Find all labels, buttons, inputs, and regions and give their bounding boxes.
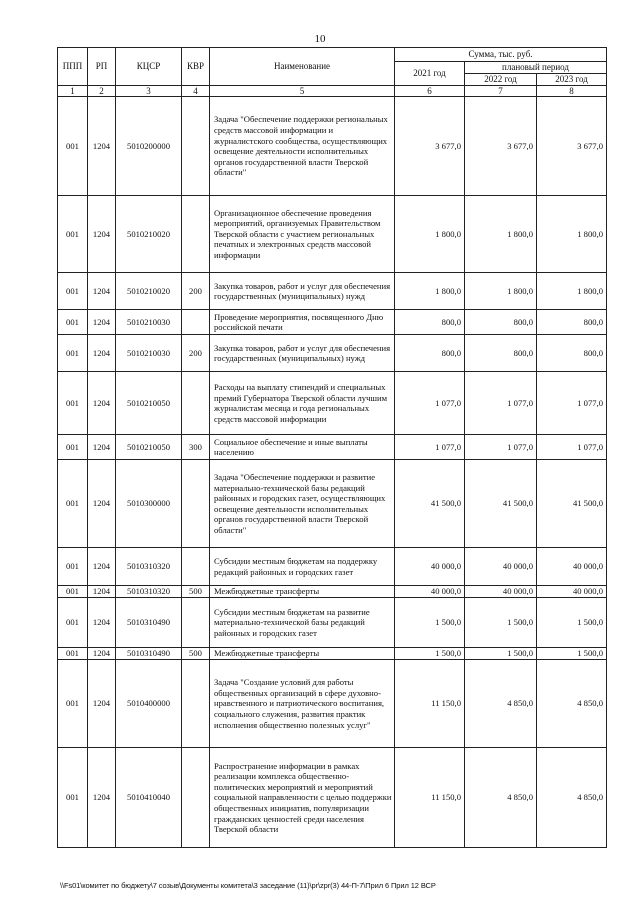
header-ppp: ППП [58,48,88,86]
cell-kvr [182,460,210,548]
cell-2022: 40 000,0 [465,586,537,598]
cell-2023: 41 500,0 [537,460,607,548]
cell-rp: 1204 [88,660,116,748]
cell-ppp: 001 [58,660,88,748]
cell-name: Расходы на выплату стипендий и специальных премий Губернатора Тверской области лучшим журналистам месяца и года региональных средств массовой информации [210,372,395,435]
cell-2021: 40 000,0 [395,548,465,586]
cell-2021: 1 800,0 [395,196,465,273]
table-row [58,548,607,586]
column-number-row [58,85,607,97]
table-row [58,273,607,310]
cell-2023: 800,0 [537,335,607,372]
cell-kvr [182,310,210,335]
cell-2022: 800,0 [465,310,537,335]
cell-2021: 1 500,0 [395,598,465,648]
cell-2022: 1 800,0 [465,196,537,273]
column-number: 3 [116,85,182,97]
cell-name: Закупка товаров, работ и услуг для обеспечения государственных (муниципальных) нужд [210,335,395,372]
cell-2023: 40 000,0 [537,586,607,598]
column-number: 2 [88,85,116,97]
table-body [58,97,607,848]
header-2023: 2023 год [537,73,607,85]
cell-ppp: 001 [58,335,88,372]
cell-kvr: 500 [182,586,210,598]
cell-kcsr: 5010310490 [116,648,182,660]
cell-rp: 1204 [88,460,116,548]
table-row [58,97,607,196]
cell-ppp: 001 [58,310,88,335]
cell-ppp: 001 [58,586,88,598]
cell-rp: 1204 [88,310,116,335]
table-row [58,372,607,435]
cell-rp: 1204 [88,748,116,848]
cell-kvr: 200 [182,335,210,372]
cell-2023: 1 800,0 [537,273,607,310]
cell-kvr: 300 [182,435,210,460]
cell-kvr [182,548,210,586]
cell-2021: 11 150,0 [395,748,465,848]
column-number: 1 [58,85,88,97]
cell-name: Закупка товаров, работ и услуг для обеспечения государственных (муниципальных) нужд [210,273,395,310]
cell-2021: 1 800,0 [395,273,465,310]
page-number: 10 [314,33,326,45]
cell-ppp: 001 [58,196,88,273]
cell-ppp: 001 [58,748,88,848]
cell-rp: 1204 [88,372,116,435]
table-row [58,460,607,548]
cell-rp: 1204 [88,97,116,196]
cell-2022: 40 000,0 [465,548,537,586]
cell-kcsr: 5010210050 [116,435,182,460]
cell-kvr [182,372,210,435]
cell-rp: 1204 [88,586,116,598]
header-kvr: КВР [182,48,210,86]
cell-kvr: 200 [182,273,210,310]
cell-ppp: 001 [58,460,88,548]
cell-name: Проведение мероприятия, посвященного Дню российской печати [210,310,395,335]
cell-2023: 1 077,0 [537,435,607,460]
cell-2023: 4 850,0 [537,748,607,848]
header-2022: 2022 год [465,73,537,85]
cell-name: Задача "Обеспечение поддержки региональных средств массовой информации и журналистского сообщества, осуществляющих освещение деятельности исполнительных органов государственной власти Тверской области" [210,97,395,196]
cell-ppp: 001 [58,648,88,660]
cell-kcsr: 5010210030 [116,310,182,335]
cell-kcsr: 5010310320 [116,586,182,598]
cell-2022: 4 850,0 [465,660,537,748]
cell-kvr [182,196,210,273]
cell-2023: 1 500,0 [537,648,607,660]
cell-kvr [182,97,210,196]
table-row [58,586,607,598]
cell-2022: 41 500,0 [465,460,537,548]
cell-name: Организационное обеспечение проведения мероприятий, организуемых Правительством Тверской области с участием региональных печатных и электронных средств массовой информации [210,196,395,273]
cell-kcsr: 5010400000 [116,660,182,748]
table-row [58,335,607,372]
cell-2023: 1 500,0 [537,598,607,648]
table-row [58,196,607,273]
cell-ppp: 001 [58,97,88,196]
header-rp: РП [88,48,116,86]
cell-2023: 4 850,0 [537,660,607,748]
cell-2023: 3 677,0 [537,97,607,196]
header-name: Наименование [210,48,395,86]
cell-2022: 1 077,0 [465,372,537,435]
cell-name: Субсидии местным бюджетам на поддержку редакций районных и городских газет [210,548,395,586]
cell-kcsr: 5010200000 [116,97,182,196]
cell-kcsr: 5010310490 [116,598,182,648]
cell-2023: 1 800,0 [537,196,607,273]
cell-rp: 1204 [88,598,116,648]
cell-kcsr: 5010300000 [116,460,182,548]
cell-2021: 1 500,0 [395,648,465,660]
table-row [58,310,607,335]
cell-kvr [182,660,210,748]
table-row [58,748,607,848]
cell-name: Субсидии местным бюджетам на развитие материально-технической базы редакций районных и городских газет [210,598,395,648]
cell-2021: 800,0 [395,310,465,335]
cell-kcsr: 5010210030 [116,335,182,372]
column-number: 8 [537,85,607,97]
table-row [58,598,607,648]
header-plan-period: плановый период [465,62,607,74]
table-row [58,660,607,748]
cell-kcsr: 5010310320 [116,548,182,586]
cell-2023: 800,0 [537,310,607,335]
cell-2022: 800,0 [465,335,537,372]
header-2021: 2021 год [395,62,465,86]
cell-2022: 1 500,0 [465,648,537,660]
cell-2022: 1 500,0 [465,598,537,648]
table-row [58,648,607,660]
column-number: 5 [210,85,395,97]
table-row [58,435,607,460]
cell-ppp: 001 [58,548,88,586]
budget-table [57,47,607,848]
column-number: 6 [395,85,465,97]
cell-rp: 1204 [88,648,116,660]
cell-2021: 11 150,0 [395,660,465,748]
cell-2021: 41 500,0 [395,460,465,548]
column-number: 4 [182,85,210,97]
cell-2021: 1 077,0 [395,435,465,460]
cell-ppp: 001 [58,435,88,460]
cell-2021: 3 677,0 [395,97,465,196]
cell-name: Задача "Создание условий для работы общественных организаций в сфере духовно-нравственного и патриотического воспитания, социального служения, развития практик исполнения общественно полезных услуг" [210,660,395,748]
cell-ppp: 001 [58,372,88,435]
cell-rp: 1204 [88,196,116,273]
cell-2022: 1 800,0 [465,273,537,310]
cell-kvr: 500 [182,648,210,660]
cell-kvr [182,748,210,848]
cell-rp: 1204 [88,335,116,372]
cell-2022: 1 077,0 [465,435,537,460]
cell-2021: 40 000,0 [395,586,465,598]
header-kcsr: КЦСР [116,48,182,86]
cell-name: Межбюджетные трансферты [210,648,395,660]
cell-2021: 800,0 [395,335,465,372]
header-sum: Сумма, тыс. руб. [395,48,607,62]
cell-kcsr: 5010210020 [116,196,182,273]
cell-kcsr: 5010410040 [116,748,182,848]
cell-2023: 1 077,0 [537,372,607,435]
cell-rp: 1204 [88,273,116,310]
cell-rp: 1204 [88,435,116,460]
table-header [58,48,607,97]
cell-2021: 1 077,0 [395,372,465,435]
cell-kcsr: 5010210020 [116,273,182,310]
cell-2023: 40 000,0 [537,548,607,586]
cell-ppp: 001 [58,598,88,648]
cell-kcsr: 5010210050 [116,372,182,435]
cell-name: Распространение информации в рамках реализации комплекса общественно-политических мероприятий и мероприятий социальной направленности с целью поддержки общественных инициатив, популяризации гражданских ценностей среди населения Тверской области [210,748,395,848]
cell-ppp: 001 [58,273,88,310]
cell-2022: 3 677,0 [465,97,537,196]
cell-kvr [182,598,210,648]
cell-name: Задача "Обеспечение поддержки и развитие материально-технической базы редакций районных и городских газет, осуществляющих освещение деятельности исполнительных органов государственной власти Тверской области" [210,460,395,548]
cell-rp: 1204 [88,548,116,586]
cell-name: Социальное обеспечение и иные выплаты населению [210,435,395,460]
column-number: 7 [465,85,537,97]
cell-name: Межбюджетные трансферты [210,586,395,598]
footer-file-path: \\Fs01\комитет по бюджету\7 созыв\Документы комитета\3 заседание (11)\pr\zpr(3) 44-П-7\Прил 6 Прил 12 ВСР [60,881,436,890]
cell-2022: 4 850,0 [465,748,537,848]
